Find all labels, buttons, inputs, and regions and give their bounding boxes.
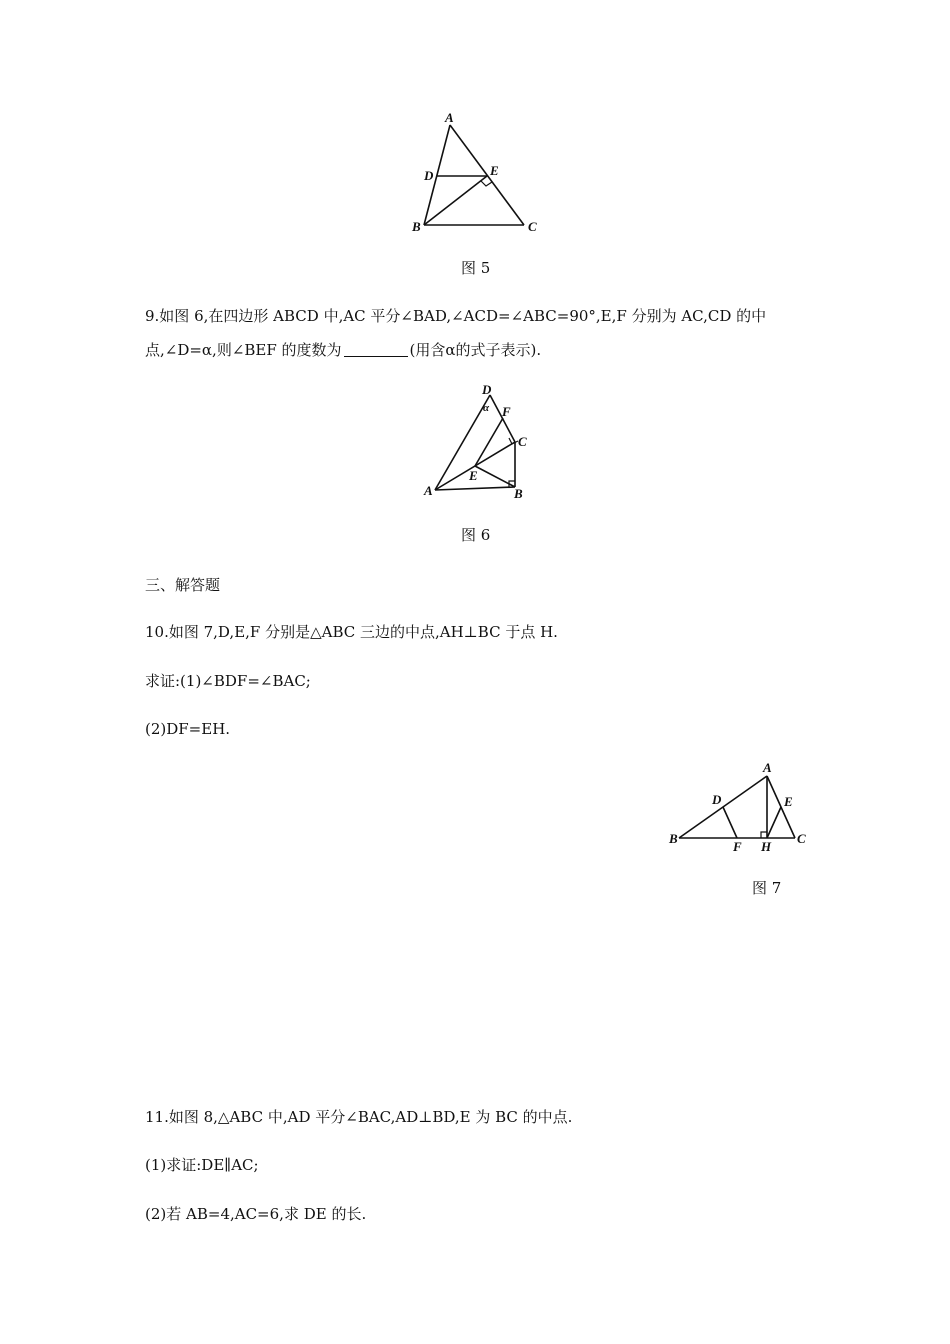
label-f: F [502, 404, 511, 419]
segment-ab [435, 487, 515, 490]
label-b: B [669, 831, 678, 846]
q11-part-1: (1)求证:DE∥AC; [145, 1156, 259, 1174]
segment-eh [767, 807, 781, 838]
label-c: C [528, 219, 537, 234]
figure-7-diagram [665, 758, 815, 858]
q11-part-2: (2)若 AB=4,AC=6,求 DE 的长. [145, 1205, 367, 1223]
label-a: A [424, 483, 433, 498]
label-a: A [445, 110, 454, 125]
label-d: D [712, 792, 722, 807]
figure-6-diagram [420, 380, 530, 505]
label-d: D [482, 382, 492, 397]
label-d: D [424, 168, 434, 183]
label-b: B [412, 219, 421, 234]
figure-7-caption: 图 7 [752, 879, 782, 897]
label-h: H [761, 839, 772, 854]
figure-5-diagram [400, 105, 550, 240]
segment-be [424, 176, 487, 225]
figure-5-caption: 图 5 [461, 259, 491, 277]
label-f: F [733, 839, 742, 854]
q10-stem: 10.如图 7,D,E,F 分别是△ABC 三边的中点,AH⊥BC 于点 H. [145, 623, 558, 641]
q11-stem: 11.如图 8,△ABC 中,AD 平分∠BAC,AD⊥BD,E 为 BC 的中点. [145, 1108, 573, 1126]
label-a: A [763, 760, 772, 775]
right-angle-mark-h [761, 832, 767, 838]
answer-blank[interactable] [344, 342, 408, 357]
segment-ef [475, 418, 503, 466]
q9-line-2-tail: (用含α的式子表示). [409, 341, 542, 359]
label-alpha: α [483, 402, 490, 414]
label-b: B [514, 486, 523, 501]
label-c: C [797, 831, 806, 846]
segment-ac [450, 125, 524, 225]
q9-line-1: 9.如图 6,在四边形 ABCD 中,AC 平分∠BAD,∠ACD=∠ABC=90°,E,F 分别为 AC,CD 的中 [145, 307, 767, 325]
label-e: E [784, 794, 793, 809]
right-angle-mark [481, 181, 492, 186]
q10-part-2: (2)DF=EH. [145, 720, 231, 738]
label-e: E [469, 468, 478, 483]
q9-line-2 [145, 340, 541, 360]
label-e: E [490, 163, 499, 178]
section-heading: 三、解答题 [145, 576, 221, 594]
q10-part-1: 求证:(1)∠BDF=∠BAC; [145, 672, 311, 690]
label-c: C [518, 434, 527, 449]
segment-df [723, 807, 737, 838]
q9-line-2-text: 点,∠D=α,则∠BEF 的度数为 [145, 341, 342, 359]
segment-ad [435, 395, 490, 490]
figure-6-caption: 图 6 [461, 526, 491, 544]
